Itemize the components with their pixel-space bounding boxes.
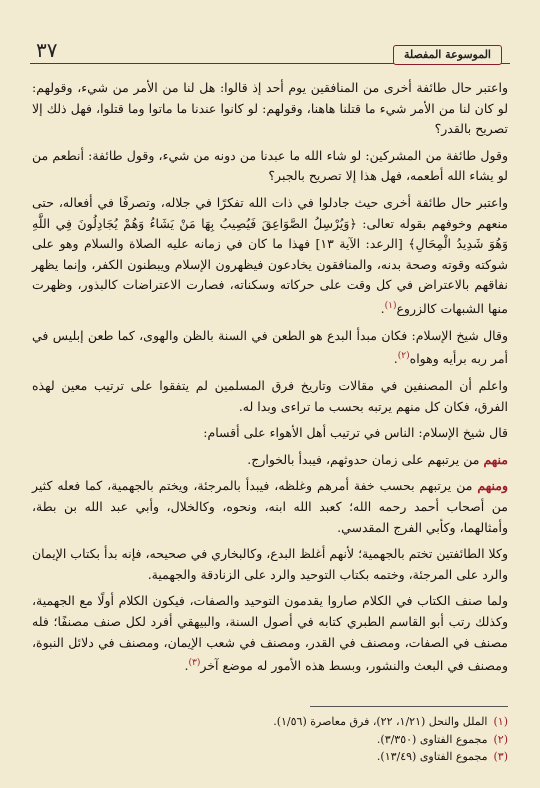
paragraph: وقول طائفة من المشركين: لو شاء الله ما عبدنا من دونه من شيء، وقول طائفة: أنطعم من لو يشاء الله أطعمه، فهل هذا إلا تصريح بالجبر؟ <box>32 147 508 184</box>
footnote <box>32 748 508 766</box>
paragraph-text: وقال شيخ الإسلام: فكان مبدأ البدع هو الطعن في السنة بالظن والهوى، كما طعن إبليس في أمر ربه برأيه وهواه <box>32 327 508 367</box>
footnotes <box>32 713 508 766</box>
paragraph-text: ولما صنف الكتاب في الكلام صاروا يقدمون التوحيد والصفات، فيكون الكلام أولًا مع الجهمية، وكذلك رتب أبو القاسم الطبري كتابه في أصول السنة، والبيهقي أفرد لكل صنف مصنفًا؛ فله مصنف في الصفات، ومصنف في القدر، ومصنف في شعب الإيمان، ومصنف في دلائل النبوة، ومصنف في البعث والنشور، وبسط هذه الأمور له موضع آخر <box>32 593 508 674</box>
list-text: من يرتبهم بحسب خفة أمرهم وغلظه، فيبدأ بالمرجئة، ويختم بالجهمية، كما فعله كثير من أصحاب أحمد رحمه الله؛ كعبد الله ابنه، ونحوه، وكالخلال، وأبي عبد الله بن بطة، وأمثالهما، وكأبي الفرج المقدسي. <box>32 478 508 535</box>
footnote-ref[interactable]: (٣) <box>188 658 201 669</box>
body-text <box>32 78 508 683</box>
footnote <box>32 713 508 731</box>
footnote-text: الملل والنحل (١/٢١، ٢٢)، فرق معاصرة (١/٥٦). <box>273 715 488 728</box>
footnote-text: مجموع الفتاوى (١٣/٤٩). <box>376 750 488 763</box>
footnote-ref[interactable]: (١) <box>384 300 397 311</box>
paragraph: وكلا الطائفتين تختم بالجهمية؛ لأنهم أغلظ البدع، وكالبخاري في صحيحه، فإنه بدأ بكتاب الإيمان والرد على المرجئة، وختمه بكتاب التوحيد والرد على الزنادقة والجهمية. <box>32 546 508 582</box>
footnote-number: (٢) <box>493 732 508 746</box>
footnote-divider <box>310 706 508 707</box>
paragraph: وقال شيخ الإسلام: فكان مبدأ البدع هو الطعن في السنة بالظن والهوى، كما طعن إبليس في أمر ربه برأيه وهواه$^{(٢)}$. <box>32 327 508 367</box>
footnote <box>32 731 508 749</box>
footnote-number: (١) <box>493 715 508 728</box>
running-title: الموسوعة المفصلة <box>393 45 502 65</box>
paragraph: قال شيخ الإسلام: الناس في ترتيب أهل الأهواء على أقسام: <box>203 425 508 441</box>
list-text: من يرتبهم على زمان حدوثهم، فيبدأ بالخوارج. <box>247 451 480 467</box>
paragraph: واعتبر حال طائفة أخرى حيث جادلوا في ذات الله تفكرًا في جلاله، وتصرفًا في أفعاله، حتى منعهم وخوفهم بقوله تعالى: ﴿وَيُرْسِلُ الصَّوَاعِقَ فَيُصِيبُ بِهَا مَنْ يَشَاءُ وَهُمْ يُجَادِلُونَ فِي اللَّهِ وَهُوَ شَدِيدُ الْمِحَالِ﴾ [الرعد: الآية ١٣] فهذا ما كان في زمانه عليه الصلاة والسلام وهو على شوكته وقوته وصحة بدنه، والمنافقون يخادعون فيظهرون الإسلام ويبطنون الكفر، وإنما يظهر نفاقهم بالاعتراض في كل وقت على حركاته وسكناته، فصارت الاعتراضات كالبذور، وظهرت منها الشبهات كالزروع$^{(١)}$. <box>32 194 508 317</box>
page-number: ٣٧ <box>36 38 58 62</box>
page-header <box>30 38 510 68</box>
list-lead: ومنهم <box>477 478 508 494</box>
list-item <box>32 450 508 471</box>
footnote-text: مجموع الفتاوى (٣/٣٥٠). <box>376 732 488 746</box>
paragraph-text: واعتبر حال طائفة أخرى حيث جادلوا في ذات الله تفكرًا في جلاله، وتصرفًا في أفعاله، حتى منعهم وخوفهم بقوله تعالى: ﴿وَيُرْسِلُ الصَّوَاعِقَ فَيُصِيبُ بِهَا مَنْ يَشَاءُ وَهُمْ يُجَادِلُونَ فِي اللَّهِ وَهُوَ شَدِيدُ الْمِحَالِ﴾ [الرعد: الآية ١٣] فهذا ما كان في زمانه عليه الصلاة والسلام وهو على شوكته وقوته وصحة بدنه، والمنافقون يخادعون فيظهرون الإسلام ويبطنون الكفر، وإنما يظهر نفاقهم بالاعتراض في كل وقت على حركاته وسكناته، فصارت الاعتراضات كالبذور، وظهرت منها الشبهات كالزروع <box>32 194 508 317</box>
list-item <box>32 476 508 538</box>
list-lead: منهم <box>483 451 508 467</box>
paragraph: واعتبر حال طائفة أخرى من المنافقين يوم أحد إذ قالوا: هل لنا من الأمر من شيء، وقولهم: لو كان لنا من الأمر شيء ما قتلنا هاهنا، وقولهم: لو كانوا عندنا ما ماتوا وما قتلوا، فهل ذلك إلا تصريح بالقدر؟ <box>32 80 508 137</box>
paragraph: واعلم أن المصنفين في مقالات وتاريخ فرق المسلمين لم يتفقوا على ترتيب معين لهذه الفرق، فكان كل منهم يرتبه بحسب ما تراءى وبدا له. <box>32 378 508 414</box>
paragraph: ولما صنف الكتاب في الكلام صاروا يقدمون التوحيد والصفات، فيكون الكلام أولًا مع الجهمية، وكذلك رتب أبو القاسم الطبري كتابه في أصول السنة، والبيهقي أفرد لكل صنف مصنفًا؛ فله مصنف في الصفات، ومصنف في القدر، ومصنف في شعب الإيمان، ومصنف في دلائل النبوة، ومصنف في البعث والنشور، وبسط هذه الأمور له موضع آخر$^{(٣)}$. <box>32 593 508 674</box>
footnote-number: (٣) <box>493 750 508 763</box>
footnote-ref[interactable]: (٢) <box>397 351 410 362</box>
